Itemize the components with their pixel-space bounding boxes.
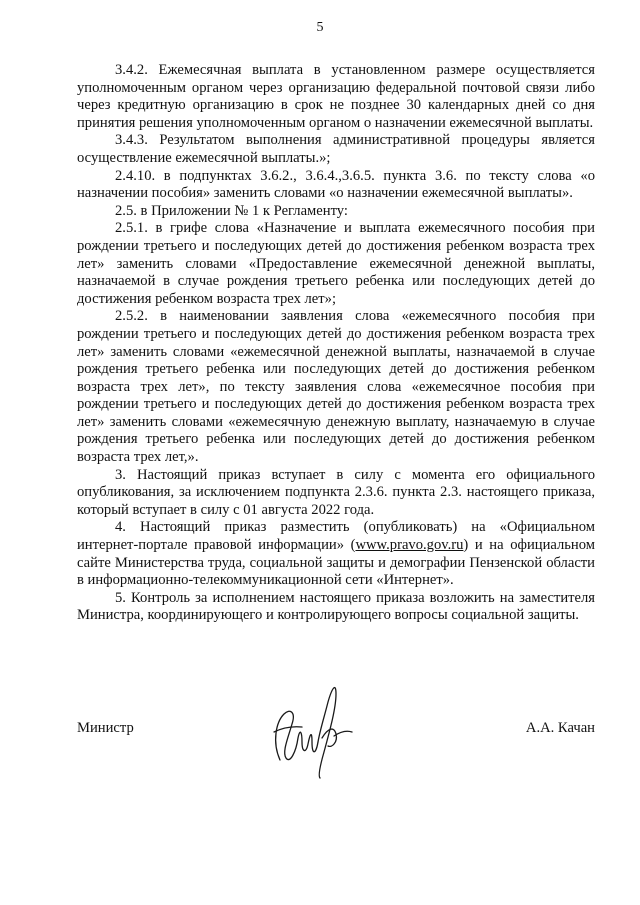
paragraph-2-5-2: 2.5.2. в наименовании заявления слова «ежемесячного пособия при рождении третьего и последующих детей до достижения ребенком возраста трех лет» заменить словами «ежемесячной денежной выплаты, назначаемой в случае рождения третьего ребенка или последующих детей до достижения ребенком возраста трех лет», по тексту заявления слова «ежемесячное пособия при рождении третьего и последующих детей до достижения ребенком возраста трех лет» заменить словами «ежемесячную денежную выплату, назначаемую в случае рождения третьего ребенка или последующих детей до достижения ребенком возраста трех лет,». (77, 308, 595, 466)
paragraph-4 (77, 519, 595, 589)
paragraph-3-4-3: 3.4.3. Результатом выполнения административной процедуры является осуществление ежемесячной выплаты.»; (77, 132, 595, 166)
page-number: 5 (316, 20, 324, 35)
document-body (77, 62, 595, 625)
signer-title: Министр (77, 720, 134, 736)
paragraph-5: 5. Контроль за исполнением настоящего приказа возложить на заместителя Министра, координирующего и контролирующего вопросы социальной защиты. (77, 589, 595, 624)
paragraph-2-4-10: 2.4.10. в подпунктах 3.6.2., 3.6.4.,3.6.5. пункта 3.6. по тексту слова «о назначении пособия» заменить словами «о назначении ежемесячной выплаты». (77, 167, 595, 202)
paragraph-4-text-after: ) и на официальном сайте Министерства труда, социальной защиты и демографии Пензенской области в информационно-телекоммуникационной сети «Интернет». (77, 537, 595, 589)
paragraph-3: 3. Настоящий приказ вступает в силу с момента его официального опубликования, за исключением подпункта 2.3.6. пункта 2.3. настоящего приказа, который вступает в силу с 01 августа 2022 года. (77, 466, 595, 518)
paragraph-2-5: 2.5. в Приложении № 1 к Регламенту: (115, 202, 348, 219)
paragraph-3-4-2: 3.4.2. Ежемесячная выплата в установленном размере осуществляется уполномоченным органом через организацию федеральной почтовой связи либо через кредитную организацию в срок не позднее 30 календарных дней со дня принятия решения уполномоченным органом о назначении ежемесячной выплаты. (77, 62, 595, 131)
paragraph-4-text-before: 4. Настоящий приказ разместить (опубликовать) на «Официальном интернет-портале правовой информации» ( (77, 519, 595, 554)
signer-name: А.А. Качан (525, 720, 595, 736)
handwritten-signature (262, 672, 362, 782)
pravo-gov-link[interactable]: www.pravo.gov.ru (355, 537, 464, 554)
paragraph-2-5-1: 2.5.1. в грифе слова «Назначение и выплата ежемесячного пособия при рождении третьего и последующих детей до достижения ребенком возраста трех лет» заменить словами «Предоставление ежемесячной денежной выплаты, назначаемой в случае рождения третьего ребенка или последующих детей до достижения ребенком возраста трех лет»; (77, 220, 595, 307)
